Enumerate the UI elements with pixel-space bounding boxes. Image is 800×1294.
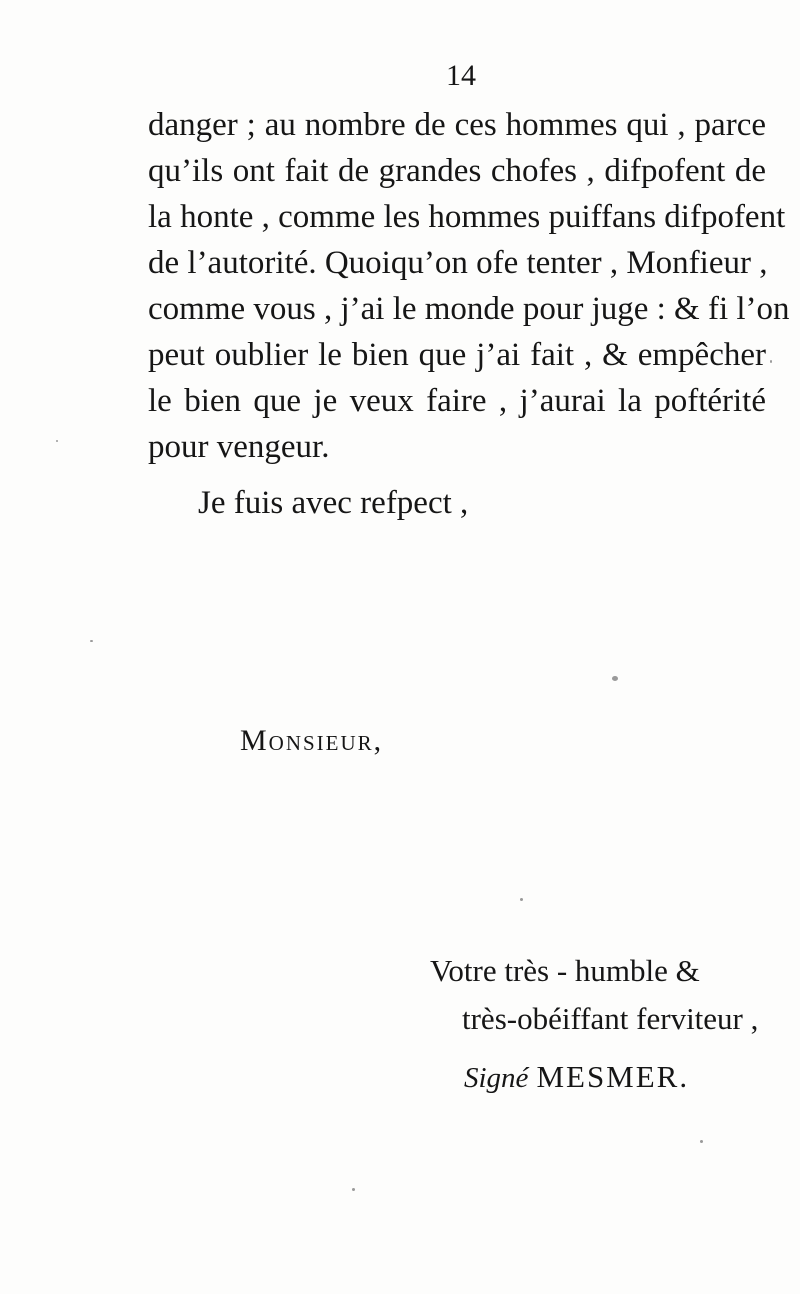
text-line: qu’ils ont fait de grandes chofes , difpofent de [148, 153, 766, 189]
text-line: danger ; au nombre de ces hommes qui , parce [148, 107, 766, 143]
paper-speck [612, 676, 618, 681]
page-number: 14 [446, 59, 476, 92]
paper-speck [520, 898, 523, 901]
paper-speck [770, 360, 772, 363]
salutation: Monsieur, [240, 724, 384, 757]
text-line: peut oublier le bien que j’ai fait , & empêcher [148, 337, 766, 373]
signer-name: MESMER. [536, 1059, 690, 1094]
signed-word: Signé [464, 1062, 529, 1094]
signature-line-3 [464, 1054, 689, 1101]
closing-line: Je fuis avec refpect , [198, 485, 469, 521]
paper-speck [352, 1188, 355, 1191]
text-line: le bien que je veux faire , j’aurai la poftérité [148, 383, 766, 419]
text-line: comme vous , j’ai le monde pour juge : & fi l’on [148, 291, 790, 327]
paper-speck [700, 1140, 703, 1143]
paper-speck [90, 640, 93, 642]
body-paragraph [148, 102, 790, 470]
text-line: la honte , comme les hommes puiffans difpofent [148, 199, 786, 235]
text-line: pour vengeur. [148, 429, 330, 465]
paper-speck [56, 440, 58, 442]
signature-line-2: très-obéiffant ferviteur , [462, 1001, 759, 1036]
signature-line-1: Votre très - humble & [430, 953, 700, 988]
text-line: de l’autorité. Quoiqu’on ofe tenter , Monfieur , [148, 245, 768, 281]
